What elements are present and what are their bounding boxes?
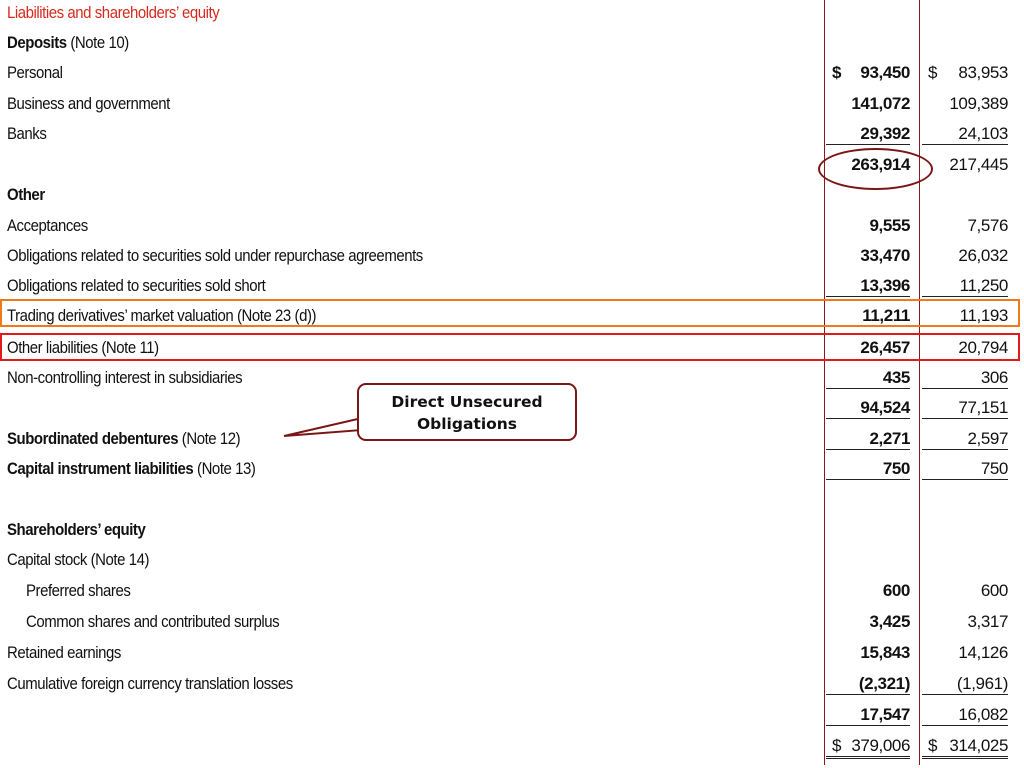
current-year-value: 94,524 (826, 398, 910, 419)
callout-direct-unsecured-obligations (357, 383, 577, 441)
row-label: Personal (7, 63, 63, 82)
row-label: Common shares and contributed surplus (26, 612, 280, 631)
row-label: Preferred shares (26, 581, 131, 600)
section-title: Liabilities and shareholders’ equity (7, 3, 220, 22)
prior-year-value: 109,389 (949, 94, 1008, 113)
prior-year-value: 24,103 (922, 124, 1008, 145)
prior-year-value: 26,032 (958, 246, 1008, 265)
row-label: Obligations related to securities sold short (7, 276, 266, 295)
current-year-value: 263,914 (851, 155, 910, 174)
current-year-value: 15,843 (860, 643, 910, 662)
section-heading: Shareholders’ equity (7, 520, 146, 539)
current-year-value: 435 (826, 368, 910, 389)
row-label: Subordinated debentures (Note 12) (7, 429, 241, 448)
current-year-value: 13,396 (826, 276, 910, 297)
section-heading: Other (7, 185, 45, 204)
current-year-total: $ 379,006 (826, 736, 910, 759)
prior-year-value: 11,250 (922, 276, 1008, 297)
current-year-value: (2,321) (826, 674, 910, 695)
current-year-value: 3,425 (869, 612, 910, 631)
current-year-value: 600 (882, 581, 910, 600)
current-year-value: 141,072 (851, 94, 910, 113)
row-label: Deposits (Note 10) (7, 33, 129, 52)
row-label: Other liabilities (Note 11) (7, 338, 159, 357)
row-label: Non-controlling interest in subsidiaries (7, 368, 243, 387)
current-year-value: 750 (826, 459, 910, 480)
prior-year-value: 14,126 (958, 643, 1008, 662)
current-year-value: 26,457 (860, 338, 910, 357)
row-label: Business and government (7, 94, 170, 113)
callout-line-1: Direct Unsecured (391, 393, 543, 411)
prior-year-value: 2,597 (922, 429, 1008, 450)
current-year-value: 9,555 (869, 216, 910, 235)
prior-year-value: 306 (922, 368, 1008, 389)
current-year-value: 2,271 (826, 429, 910, 450)
prior-year-value: 750 (922, 459, 1008, 480)
prior-year-value: 16,082 (922, 705, 1008, 726)
prior-year-value: 3,317 (967, 612, 1008, 631)
prior-year-value: (1,961) (922, 674, 1008, 695)
prior-year-value: 7,576 (967, 216, 1008, 235)
row-label: Obligations related to securities sold under repurchase agreements (7, 246, 423, 265)
row-label: Acceptances (7, 216, 88, 235)
row-label: Retained earnings (7, 643, 121, 662)
prior-year-total: $ 314,025 (922, 736, 1008, 759)
row-label: Banks (7, 124, 47, 143)
row-label: Cumulative foreign currency translation losses (7, 674, 293, 693)
prior-year-value: 217,445 (949, 155, 1008, 174)
current-year-value: 33,470 (860, 246, 910, 265)
row-label: Trading derivatives’ market valuation (Note 23 (d)) (7, 306, 317, 325)
prior-year-value: 11,193 (959, 306, 1008, 325)
prior-year-value: 77,151 (922, 398, 1008, 419)
current-year-value: 17,547 (826, 705, 910, 726)
prior-year-value: $ 83,953 (928, 63, 1008, 82)
callout-line-2: Obligations (416, 415, 518, 433)
current-year-value: $ 93,450 (832, 63, 910, 82)
current-year-value: 11,211 (862, 306, 910, 325)
current-year-value: 29,392 (826, 124, 910, 145)
row-label: Capital stock (Note 14) (7, 550, 150, 569)
prior-year-value: 20,794 (958, 338, 1008, 357)
prior-year-value: 600 (980, 581, 1008, 600)
row-label: Capital instrument liabilities (Note 13) (7, 459, 256, 478)
